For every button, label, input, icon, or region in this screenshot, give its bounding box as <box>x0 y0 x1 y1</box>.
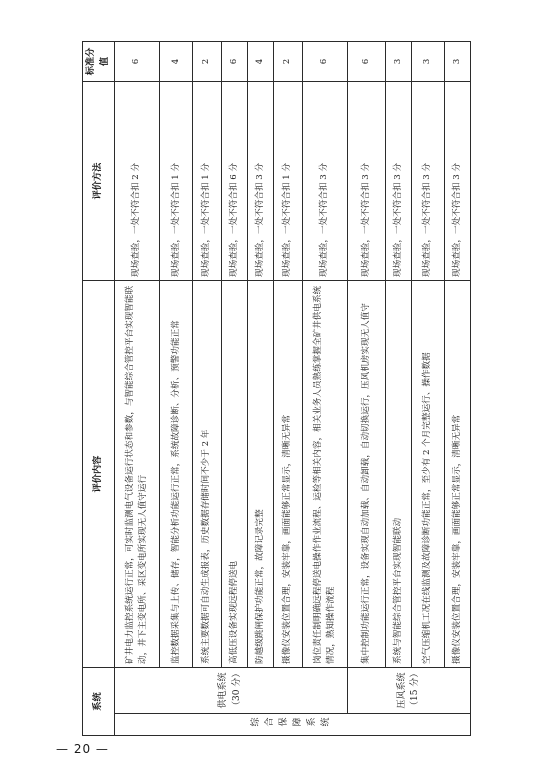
standard-score: 6 <box>302 42 348 82</box>
evaluation-content: 系统与智能综合管控平台实现智能联动 <box>385 281 411 668</box>
standard-score: 4 <box>160 42 193 82</box>
table-row <box>247 42 273 736</box>
rotated-table-frame <box>82 42 471 736</box>
evaluation-content: 防越级跳闸保护功能正常，故障记录完整 <box>247 281 273 668</box>
group-label: 综合保障系统 <box>114 714 471 736</box>
table-row <box>302 42 348 736</box>
subsystem-name: 压风系统 <box>396 672 407 709</box>
table-row <box>444 42 470 736</box>
evaluation-content: 摄像仪安装位置合理，安装牢靠，画面能够正常显示，清晰无异常 <box>274 281 302 668</box>
evaluation-method: 现场查验，一处不符合扣 3 分 <box>247 82 273 281</box>
table-row <box>411 42 444 736</box>
standard-score: 6 <box>221 42 247 82</box>
subsystem-name: 供电系统 <box>218 672 229 709</box>
evaluation-method: 现场查验，一处不符合扣 1 分 <box>160 82 193 281</box>
standard-score: 6 <box>114 42 160 82</box>
header-category: 系统 <box>83 668 115 736</box>
standard-score: 3 <box>385 42 411 82</box>
evaluation-content: 高低压设备实现远程停送电 <box>221 281 247 668</box>
header-content: 评价内容 <box>83 281 115 668</box>
table-row <box>385 42 411 736</box>
evaluation-method: 现场查验，一处不符合扣 2 分 <box>114 82 160 281</box>
evaluation-method: 现场查验，一处不符合扣 3 分 <box>385 82 411 281</box>
evaluation-table <box>82 41 471 736</box>
evaluation-method: 现场查验，一处不符合扣 1 分 <box>274 82 302 281</box>
standard-score: 3 <box>444 42 470 82</box>
standard-score: 2 <box>193 42 221 82</box>
evaluation-content: 矿井电力监控系统运行正常，可实时监测电气设备运行状态和参数，与智能综合管控平台实现智能联动，井下主变电所、采区变电所实现无人值守运行 <box>114 281 160 668</box>
table-row <box>274 42 302 736</box>
evaluation-content: 岗位责任制明确远程停送电操作作业流程、运检等相关内容，相关业务人员熟练掌握全矿井供电系统情况，熟知操作流程 <box>302 281 348 668</box>
evaluation-method: 现场查验，一处不符合扣 3 分 <box>348 82 385 281</box>
evaluation-content: 空气压缩机工况在线监测及故障诊断功能正常，至少有 2 个月完整运行、操作数据 <box>411 281 444 668</box>
evaluation-method: 现场查验，一处不符合扣 1 分 <box>193 82 221 281</box>
table-row <box>221 42 247 736</box>
evaluation-method: 现场查验，一处不符合扣 6 分 <box>221 82 247 281</box>
evaluation-content: 集中控制功能运行正常，设备实现自动加载、自动卸载，自动切换运行，压风机房实现无人值守 <box>348 281 385 668</box>
table-header-row <box>83 42 115 736</box>
standard-score: 3 <box>411 42 444 82</box>
subsystem-cell <box>348 668 471 714</box>
standard-score: 2 <box>274 42 302 82</box>
page-number: — 20 — <box>56 742 109 756</box>
subsystem-points: （30 分） <box>231 668 242 710</box>
evaluation-method: 现场查验，一处不符合扣 3 分 <box>302 82 348 281</box>
standard-score: 4 <box>247 42 273 82</box>
header-score: 标准分值 <box>83 42 115 82</box>
table-row <box>160 42 193 736</box>
evaluation-method: 现场查验，一处不符合扣 3 分 <box>411 82 444 281</box>
evaluation-content: 摄像仪安装位置合理，安装牢靠，画面能够正常显示，清晰无异常 <box>444 281 470 668</box>
header-method: 评价方法 <box>83 82 115 281</box>
standard-score: 6 <box>348 42 385 82</box>
table-row <box>348 42 385 736</box>
subsystem-cell <box>114 668 348 714</box>
evaluation-content: 监控数据采集与上传、储存，智能分析功能运行正常，系统故障诊断、分析、预警功能正常 <box>160 281 193 668</box>
evaluation-content: 系统主要数据可自动生成报表，历史数据存储时间不少于 2 年 <box>193 281 221 668</box>
subsystem-points: （15 分） <box>410 668 421 710</box>
table-row <box>193 42 221 736</box>
evaluation-method: 现场查验，一处不符合扣 3 分 <box>444 82 470 281</box>
table-row <box>114 42 160 736</box>
table-body <box>114 42 471 736</box>
